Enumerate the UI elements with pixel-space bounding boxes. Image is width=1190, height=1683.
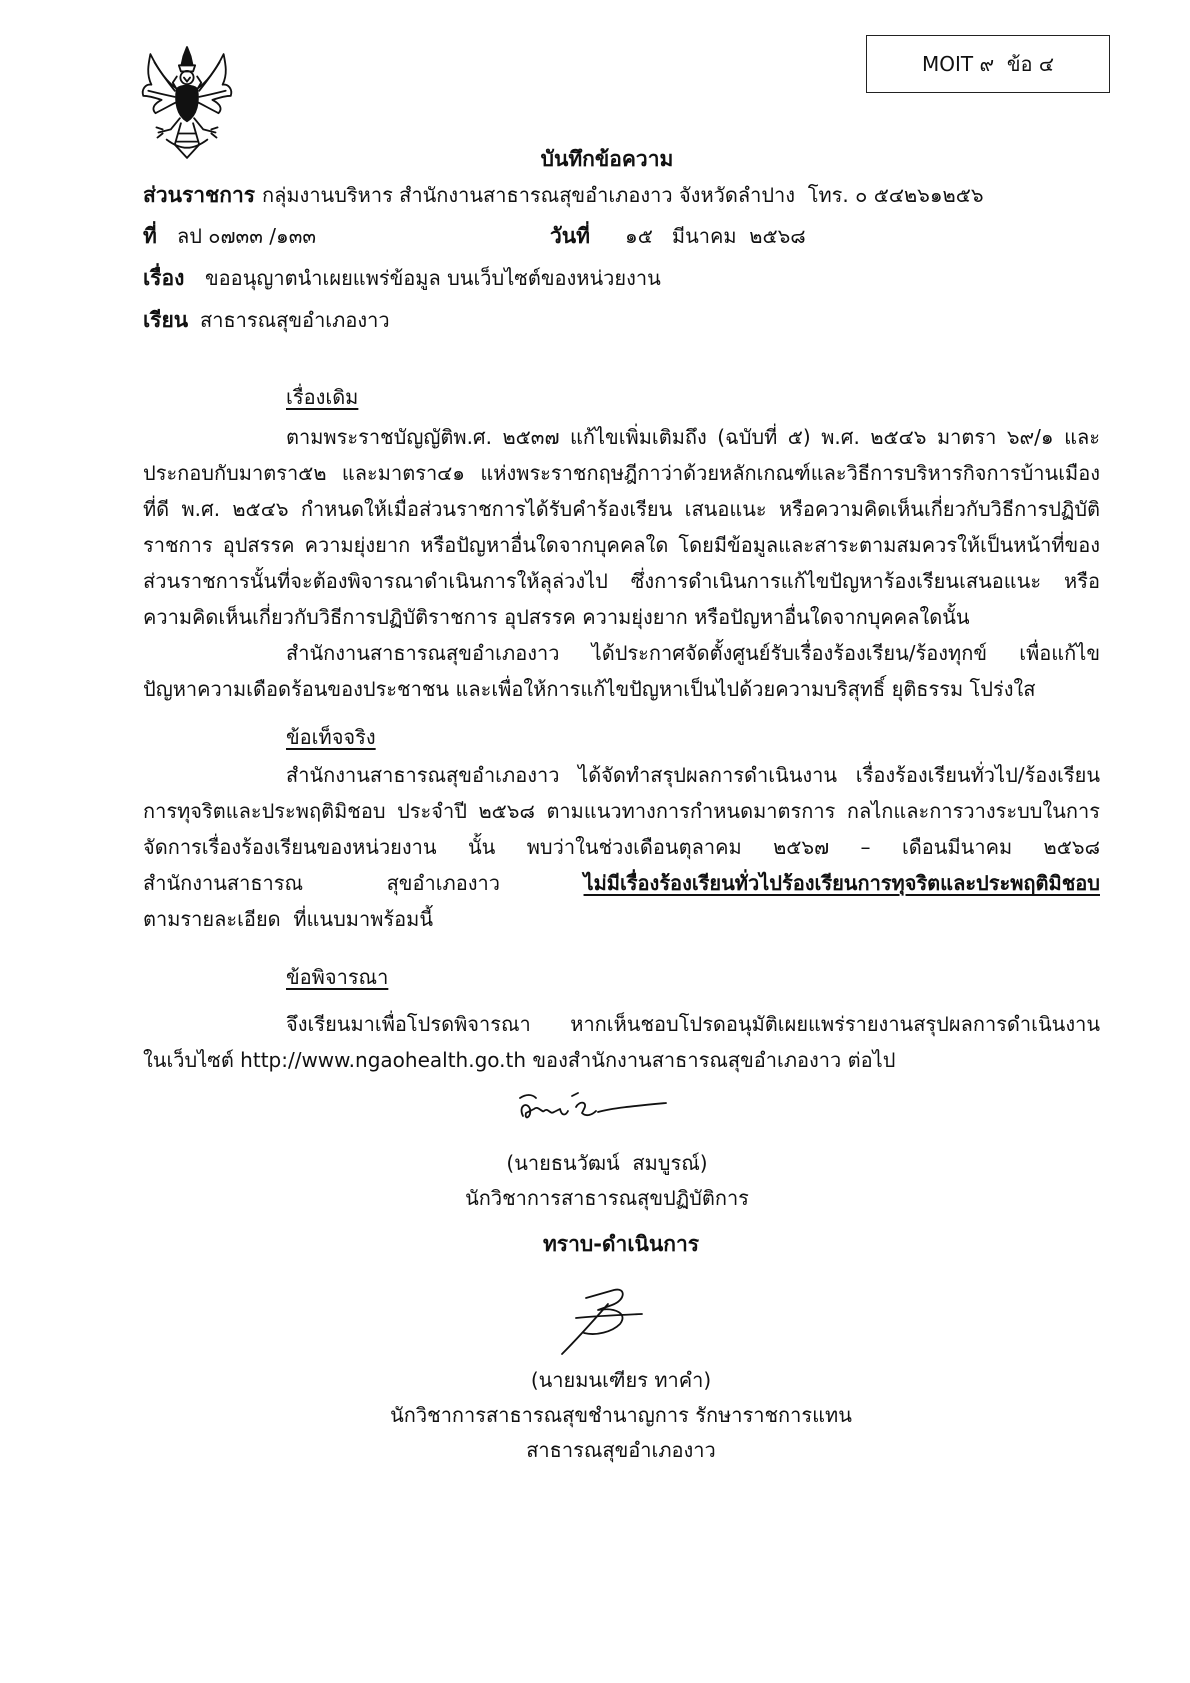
signatory-2-office: สาธารณสุขอำเภองาว xyxy=(526,1438,716,1462)
signature-2-image xyxy=(556,1284,652,1360)
no-complaints-statement: ไม่มีเรื่องร้องเรียนทั่วไปร้องเรียนการทุจริตและประพฤติมิชอบ xyxy=(583,871,1100,895)
recipient-value: สาธารณสุขอำเภองาว xyxy=(200,308,390,332)
paragraph-line: จึงเรียนมาเพื่อโปรดพิจารณา หากเห็นชอบโปรดอนุมัติเผยแพร่รายงานสรุปผลการดำเนินงาน xyxy=(286,1012,1100,1036)
paragraph-line: สำนักงานสาธารณสุขอำเภองาว ได้ประกาศจัดตั้งศูนย์รับเรื่องร้องเรียน/ร้องทุกข์ เพื่อแก้ไข xyxy=(286,641,1100,665)
section-heading-facts: ข้อเท็จจริง xyxy=(286,725,376,749)
paragraph-line: ที่ดี พ.ศ. ๒๕๔๖ กำหนดให้เมื่อส่วนราชการได้รับคำร้องเรียน เสนอแนะ หรือความคิดเห็นเกี่ยวกับวิธีการปฏิบัติ xyxy=(143,497,1100,521)
paragraph-line: ปัญหาความเดือดร้อนของประชาชน และเพื่อให้การแก้ไขปัญหาเป็นไปด้วยความบริสุทธิ์ ยุติธรรม โปร่งใส xyxy=(143,677,1036,701)
signatory-1-name: (นายธนวัฒน์ สมบูรณ์) xyxy=(506,1151,708,1175)
paragraph-line: ประกอบกับมาตรา๕๒ และมาตรา๔๑ แห่งพระราชกฤษฎีกาว่าด้วยหลักเกณฑ์และวิธีการบริหารกิจการบ้านเมือง xyxy=(143,461,1100,485)
date-label: วันที่ xyxy=(550,224,590,248)
paragraph-line: ในเว็บไซต์ http://www.ngaohealth.go.th ของสำนักงานสาธารณสุขอำเภองาว ต่อไป xyxy=(143,1048,896,1072)
subject-value: ขออนุญาตนำเผยแพร่ข้อมูล บนเว็บไซต์ของหน่วยงาน xyxy=(205,266,661,290)
date-value: ๑๕ มีนาคม ๒๕๖๘ xyxy=(625,224,806,248)
section-heading-consideration: ข้อพิจารณา xyxy=(286,965,389,989)
signatory-2-position: นักวิชาการสาธารณสุขชำนาญการ รักษาราชการแทน xyxy=(390,1403,852,1427)
page-title: บันทึกข้อความ xyxy=(540,147,674,171)
signatory-1-position: นักวิชาการสาธารณสุขปฏิบัติการ xyxy=(465,1186,749,1210)
paragraph-line: ความคิดเห็นเกี่ยวกับวิธีการปฏิบัติราชการ อุปสรรค ความยุ่งยาก หรือปัญหาอื่นใดจากบุคคลใดนั้น xyxy=(143,605,970,629)
department-value: กลุ่มงานบริหาร สำนักงานสาธารณสุขอำเภองาว จังหวัดลำปาง โทร. ๐ ๕๔๒๖๑๒๕๖ xyxy=(262,183,984,207)
paragraph-line: ตามพระราชบัญญัติพ.ศ. ๒๕๓๗ แก้ไขเพิ่มเติมถึง (ฉบับที่ ๕) พ.ศ. ๒๕๔๖ มาตรา ๖๙/๑ และ xyxy=(286,425,1100,449)
reference-label: ที่ xyxy=(143,224,157,248)
signature-1-image xyxy=(514,1086,674,1132)
paragraph-line: การทุจริตและประพฤติมิชอบ ประจำปี ๒๕๖๘ ตามแนวทางการกำหนดมาตรการ กลไกและการวางระบบในการ xyxy=(143,799,1100,823)
paragraph-line: ราชการ อุปสรรค ความยุ่งยาก หรือปัญหาอื่นใดจากบุคคลใด โดยมีข้อมูลและสาระตามสมควรให้เป็นหน้าที่ของ xyxy=(143,533,1100,557)
reference-value: ลป ๐๗๓๓ /๑๓๓ xyxy=(177,224,317,248)
paragraph-line: สำนักงานสาธารณสุขอำเภองาว ได้จัดทำสรุปผลการดำเนินงาน เรื่องร้องเรียนทั่วไป/ร้องเรียน xyxy=(286,763,1100,787)
form-code-box: MOIT ๙ ข้อ ๔ xyxy=(866,35,1110,93)
section-heading-background: เรื่องเดิม xyxy=(286,385,359,409)
garuda-emblem-icon xyxy=(136,46,238,164)
paragraph-line: จัดการเรื่องร้องเรียนของหน่วยงาน นั้น พบว่าในช่วงเดือนตุลาคม ๒๕๖๗ – เดือนมีนาคม ๒๕๖๘ xyxy=(143,835,1100,859)
paragraph-line-emphasis xyxy=(143,865,1100,901)
paragraph-line: ตามรายละเอียด ที่แนบมาพร้อมนี้ xyxy=(143,907,434,931)
subject-label: เรื่อง xyxy=(143,266,185,290)
department-label: ส่วนราชการ xyxy=(143,183,255,207)
approval-note: ทราบ-ดำเนินการ xyxy=(542,1232,700,1256)
paragraph-line: ส่วนราชการนั้นที่จะต้องพิจารณาดำเนินการให้ลุล่วงไป ซึ่งการดำเนินการแก้ไขปัญหาร้องเรียนเสนอแนะ หรือ xyxy=(143,569,1100,593)
emphasis-line-prefix: สำนักงานสาธารณ สุขอำเภองาว xyxy=(143,871,584,895)
signatory-2-name: (นายมนเฑียร ทาคำ) xyxy=(530,1368,712,1392)
recipient-label: เรียน xyxy=(143,308,189,332)
